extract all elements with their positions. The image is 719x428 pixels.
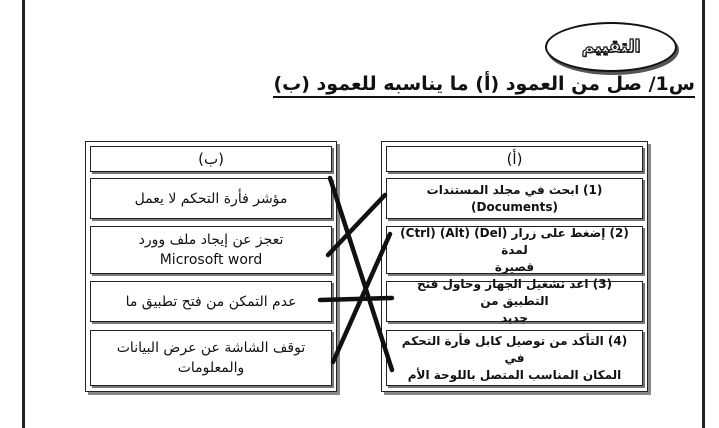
column-a-header-text: (أ) [506, 150, 523, 168]
column-b [85, 141, 337, 392]
column-a [381, 141, 648, 392]
column-a-item-1[interactable] [386, 178, 643, 219]
evaluation-badge-text: التقييم [581, 37, 641, 57]
column-b-item-4[interactable] [90, 330, 332, 386]
evaluation-badge [545, 22, 677, 72]
column-a-item-4-text: (4) التأكد من توصيل كابل فأرة التحكم في [401, 333, 628, 365]
column-a-item-4[interactable] [386, 330, 643, 386]
column-a-item-4-text-line2: المكان المناسب المتصل باللوحة الأم [407, 367, 622, 382]
column-a-item-1-text: (1) ابحث في مجلد المستندات (Documents) [426, 182, 603, 214]
column-b-item-1-text: مؤشر فأرة التحكم لا يعمل [134, 190, 288, 207]
column-b-item-1[interactable] [90, 178, 332, 219]
column-a-item-2-text-line2: قصيرة [494, 259, 535, 274]
column-a-item-2-text: (2) إضغط على زرار (Del) (Alt) (Ctrl) لمدة [400, 225, 629, 257]
column-b-item-4-text-line2: والمعلومات [177, 360, 245, 376]
page-border-left [22, 0, 25, 428]
column-b-item-2-text-line2: Microsoft word [159, 252, 263, 268]
column-b-item-2-text: تعجز عن إيجاد ملف وورد [138, 232, 284, 248]
page-border-right [702, 0, 705, 428]
column-b-header [90, 146, 332, 172]
question-text: س1/ صل من العمود (أ) ما يناسبه للعمود (ب) [273, 73, 695, 98]
column-b-item-2[interactable] [90, 226, 332, 274]
column-a-item-2[interactable] [386, 226, 643, 274]
column-a-item-3-text: (3) اعد تشغيل الجهاز وحاول فتح التطبيق من [416, 277, 613, 308]
column-b-header-text: (ب) [198, 150, 224, 168]
column-a-header [386, 146, 643, 172]
column-a-item-3-text-line2: جديد [500, 311, 529, 325]
question-title [273, 73, 695, 95]
column-b-item-3[interactable] [90, 281, 332, 322]
column-b-item-4-text: توقف الشاشة عن عرض البيانات [116, 340, 306, 356]
column-a-item-3[interactable] [386, 277, 643, 325]
column-b-item-3-text: عدم التمكن من فتح تطبيق ما [125, 293, 297, 310]
